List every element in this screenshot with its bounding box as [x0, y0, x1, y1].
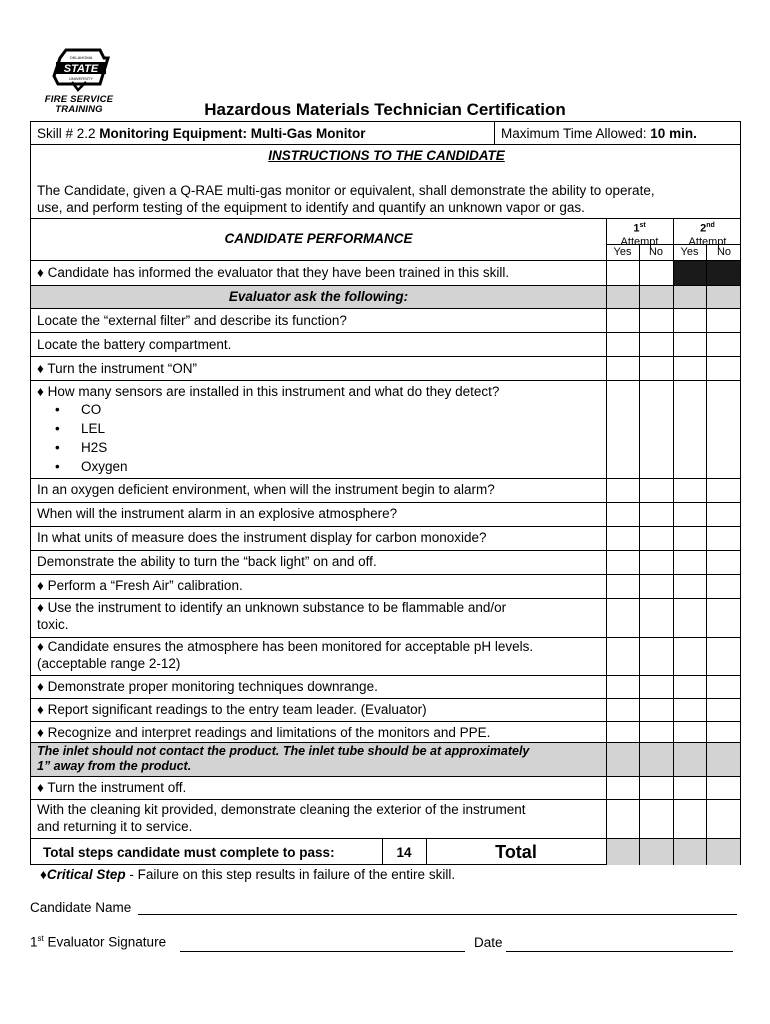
list-item: • H2S	[55, 438, 128, 457]
candidate-name-field[interactable]	[138, 914, 737, 915]
attempt-1-header: 1st Attempt	[620, 222, 659, 248]
evaluator-signature-field[interactable]	[180, 951, 465, 952]
step-explosive-alarm: When will the instrument alarm in an explosive atmosphere?	[37, 506, 398, 521]
instructions-heading: INSTRUCTIONS TO THE CANDIDATE	[268, 148, 505, 163]
logo-text: FIRE SERVICE TRAINING	[44, 94, 114, 115]
step-cleaning: With the cleaning kit provided, demonstrate cleaning the exterior of the instrument and returning it to service.	[37, 802, 526, 834]
logo-state-text: STATE	[63, 63, 99, 75]
svg-text:OKLAHOMA: OKLAHOMA	[69, 55, 93, 60]
total-label: Total	[495, 842, 537, 862]
date-field[interactable]	[506, 951, 733, 952]
step-identify-substance: ♦ Use the instrument to identify an unknown substance to be flammable and/or toxic.	[37, 600, 507, 632]
attempt-1-yes: Yes	[613, 246, 632, 258]
instructions-line-2: use, and perform testing of the equipment to identify and quantify an unknown vapor or gas.	[37, 200, 585, 215]
step-ph-levels: ♦ Candidate ensures the atmosphere has been monitored for acceptable pH levels. (acceptable range 2-12)	[37, 639, 534, 671]
candidate-performance-heading: CANDIDATE PERFORMANCE	[224, 231, 413, 246]
evaluator-heading: Evaluator ask the following:	[228, 289, 409, 304]
step-battery: Locate the battery compartment.	[37, 337, 232, 352]
total-steps-label: Total steps candidate must complete to pass:	[43, 845, 335, 860]
step-sensors: ♦ How many sensors are installed in this instrument and what do they detect?	[37, 384, 500, 399]
step-turn-off: ♦ Turn the instrument off.	[37, 780, 187, 795]
sensor-list	[55, 400, 128, 476]
evaluator-signature-label: 1st Evaluator Signature	[30, 934, 167, 950]
page-title: Hazardous Materials Technician Certification	[204, 100, 566, 119]
inlet-note: The inlet should not contact the product. The inlet tube should be at approximately 1” away from the product.	[37, 744, 530, 773]
step-report: ♦ Report significant readings to the entry team leader. (Evaluator)	[37, 702, 427, 717]
step-co-units: In what units of measure does the instrument display for carbon monoxide?	[37, 530, 487, 545]
attempt-2-yes: Yes	[680, 246, 699, 258]
critical-step-legend: ♦Critical Step - Failure on this step results in failure of the entire skill.	[40, 867, 456, 882]
attempt-2-header: 2nd Attempt	[688, 222, 727, 248]
step-recognize: ♦ Recognize and interpret readings and limitations of the monitors and PPE.	[37, 725, 491, 740]
total-steps-value: 14	[396, 845, 412, 860]
attempt-1-no: No	[648, 246, 664, 258]
step-fresh-air: ♦ Perform a “Fresh Air” calibration.	[37, 578, 243, 593]
step-downrange: ♦ Demonstrate proper monitoring techniques downrange.	[37, 679, 378, 694]
step-turn-on: ♦ Turn the instrument “ON”	[37, 361, 197, 376]
step-back-light: Demonstrate the ability to turn the “back light” on and off.	[37, 554, 377, 569]
attempt-2-no: No	[716, 246, 732, 258]
step-trained: ♦ Candidate has informed the evaluator that they have been trained in this skill.	[37, 265, 510, 280]
skill-title: Skill # 2.2 Monitoring Equipment: Multi-Gas Monitor	[37, 126, 366, 141]
candidate-name-label: Candidate Name	[30, 900, 132, 915]
evaluation-form	[30, 121, 741, 865]
list-item: • CO	[55, 400, 128, 419]
instructions-line-1: The Candidate, given a Q-RAE multi-gas monitor or equivalent, shall demonstrate the ability to operate,	[37, 183, 655, 198]
date-label: Date	[474, 935, 503, 950]
step-oxygen-alarm: In an oxygen deficient environment, when will the instrument begin to alarm?	[37, 482, 495, 497]
list-item: • Oxygen	[55, 457, 128, 476]
list-item: • LEL	[55, 419, 128, 438]
step-external-filter: Locate the “external filter” and describe its function?	[37, 313, 347, 328]
max-time: Maximum Time Allowed: 10 min.	[501, 126, 697, 141]
svg-text:UNIVERSITY: UNIVERSITY	[68, 76, 94, 81]
